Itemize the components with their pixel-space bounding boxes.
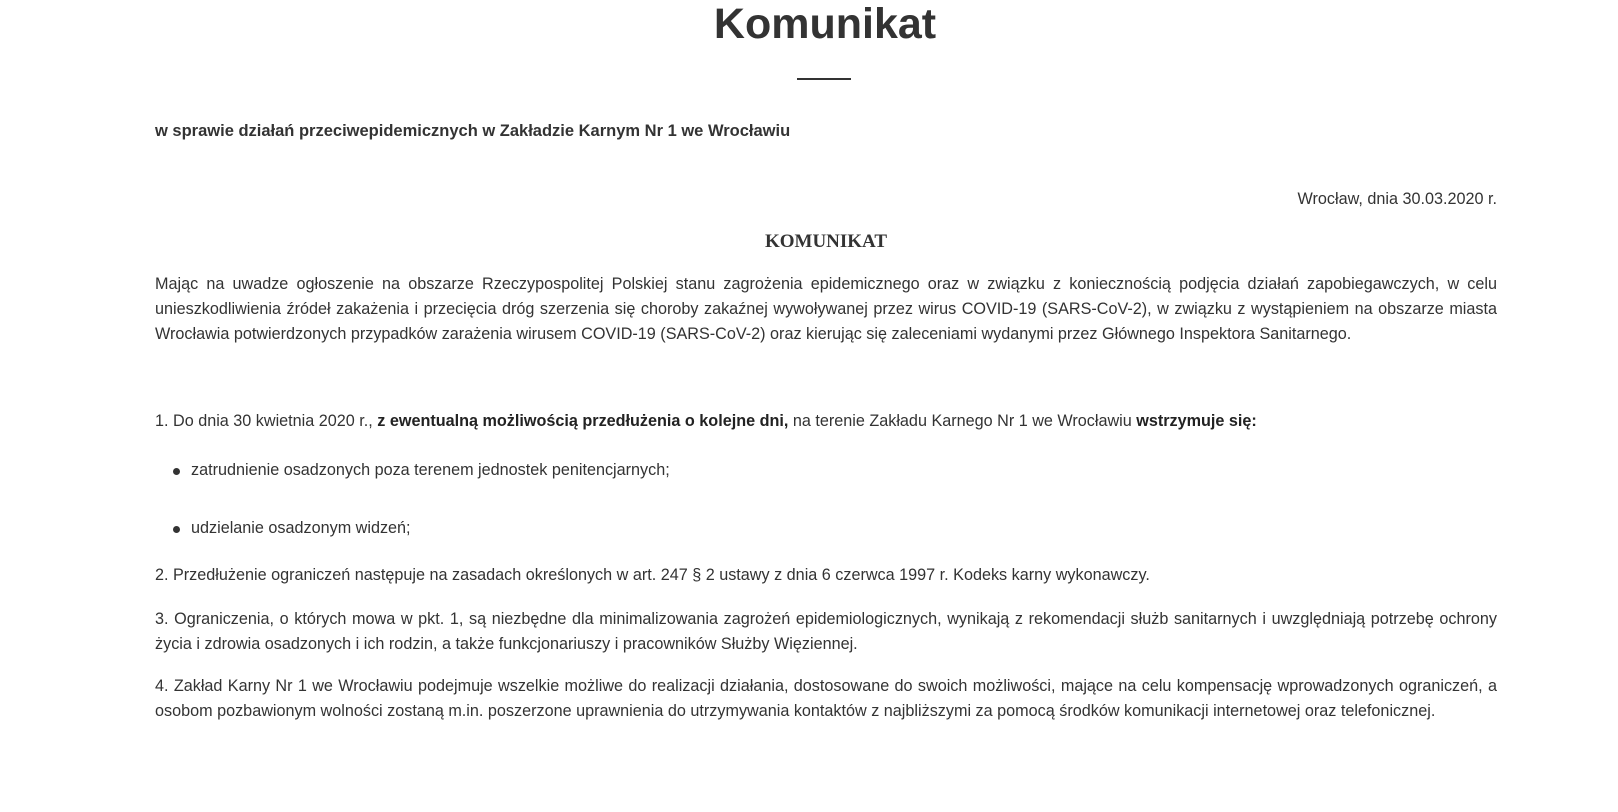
point-3: 3. Ograniczenia, o których mowa w pkt. 1, są niezbędne dla minimalizowania zagrożeń epidemiologicznych, wynikają z rekomendacji służb sanitarnych i uwzględniają potrzebę ochrony życia i zdrowia osadzonych i ich rodzin, a także funkcjonariuszy i pracowników Służby Więziennej. (155, 610, 1497, 653)
point-1-bold-suspends: wstrzymuje się: (1136, 412, 1257, 430)
point-1-prefix: 1. Do dnia 30 kwietnia 2020 r., (155, 412, 378, 430)
point-1 (155, 409, 1497, 434)
document-heading: KOMUNIKAT (764, 231, 888, 252)
list-item-text: zatrudnienie osadzonych poza terenem jednostek penitencjarnych; (191, 461, 670, 479)
document-date: Wrocław, dnia 30.03.2020 r. (1297, 190, 1497, 208)
bullet-icon (173, 526, 180, 533)
suspended-activities-list (155, 458, 1497, 541)
list-item (155, 516, 1497, 541)
title-divider (797, 78, 851, 80)
point-2: 2. Przedłużenie ograniczeń następuje na zasadach określonych w art. 247 § 2 ustawy z dnia 6 czerwca 1997 r. Kodeks karny wykonawczy. (155, 566, 1150, 584)
list-item-text: udzielanie osadzonym widzeń; (191, 519, 411, 537)
point-4: 4. Zakład Karny Nr 1 we Wrocławiu podejmuje wszelkie możliwe do realizacji działania, dostosowane do swoich możliwości, mające na celu kompensację wprowadzonych ograniczeń, a osobom pozbawionym wolności zostaną m.in. poszerzone uprawnienia do utrzymywania kontaktów z najbliższymi za pomocą środków komunikacji internetowej oraz telefonicznej. (155, 677, 1497, 720)
announcement-body (155, 187, 1497, 724)
intro-paragraph: Mając na uwadze ogłoszenie na obszarze Rzeczypospolitej Polskiej stanu zagrożenia epidemicznego oraz w związku z koniecznością podjęcia działań zapobiegawczych, w celu unieszkodliwienia źródeł zakażenia i przecięcia dróg szerzenia się choroby zakaźnej wywoływanej przez wirus COVID-19 (SARS-CoV-2), w związku z wystąpieniem na obszarze miasta Wrocławia potwierdzonych przypadków zarażenia wirusem COVID-19 (SARS-CoV-2) oraz kierując się zaleceniami wydanymi przez Głównego Inspektora Sanitarnego. (155, 275, 1497, 343)
point-1-bold-extension: z ewentualną możliwością przedłużenia o kolejne dni, (377, 412, 789, 430)
page-title: Komunikat (713, 0, 937, 48)
bullet-icon (173, 468, 180, 475)
point-1-middle: na terenie Zakładu Karnego Nr 1 we Wrocławiu (788, 412, 1137, 430)
page-subtitle: w sprawie działań przeciwepidemicznych w Zakładzie Karnym Nr 1 we Wrocławiu (155, 122, 791, 140)
list-item (155, 458, 1497, 483)
